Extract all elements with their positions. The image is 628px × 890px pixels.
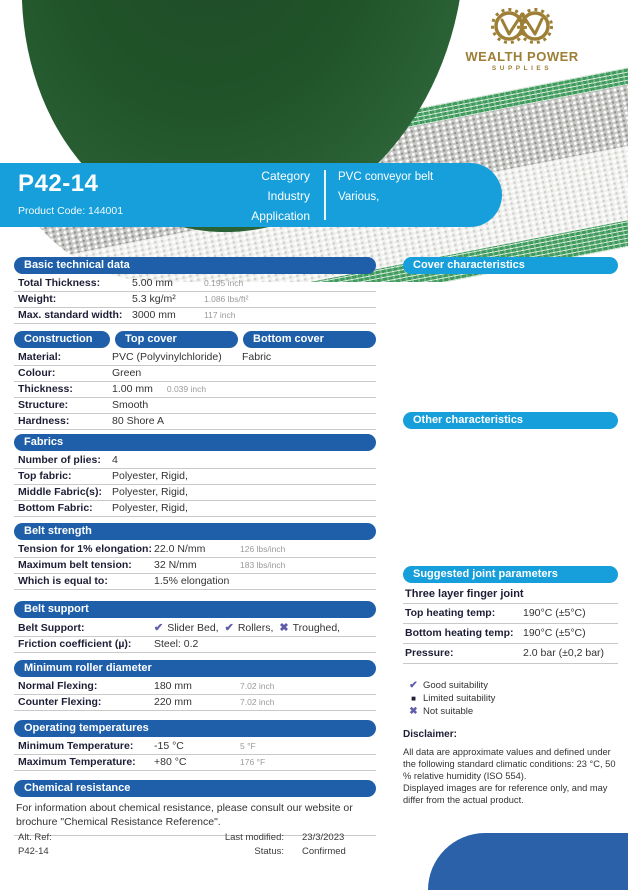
row-value: Polyester, Rigid, [112,470,188,482]
footer-alt-ref [18,831,52,859]
row-value: Polyester, Rigid, [112,486,188,498]
check-icon: ✔ [224,622,234,634]
column-header-bottom-cover: Bottom cover [243,331,376,348]
legend-label: Limited suitability [423,693,496,704]
table-row [14,755,376,771]
table-row [14,292,376,308]
belt-support-options [154,621,372,634]
section-chemical-resistance [14,780,376,836]
last-modified-label: Last modified: [224,832,284,843]
row-value: 5.00 mm [132,277,173,289]
row-top-cover-value: Green [112,367,142,379]
status-label: Status: [254,846,284,857]
support-option [154,621,219,634]
row-value: 190°C (±5°C) [523,607,586,619]
row-label: Top heating temp: [405,607,496,619]
cross-icon: ✖ [409,706,418,717]
row-top-cover-value: Smooth [112,399,149,411]
legend-label: Good suitability [423,680,488,691]
row-label: Maximum Temperature: [18,756,136,768]
row-value: 32 N/mm [154,559,197,571]
brand-subtitle: SUPPLIES [491,65,553,72]
row-label: Material: [18,351,62,363]
row-label: Bottom heating temp: [405,627,514,639]
row-imperial: 0.039 inch [166,384,207,394]
banner-label-category: Category [261,169,310,183]
row-value: 1.5% elongation [154,575,230,587]
table-row [14,679,376,695]
banner-label-application: Application [251,209,310,223]
section-construction [14,331,376,430]
table-row [14,542,376,558]
cross-icon: ✖ [279,622,289,634]
row-label: Friction coefficient (µ): [18,638,132,650]
row-label: Maximum belt tension: [18,559,132,571]
support-option [279,621,340,634]
banner-divider [324,170,326,220]
table-row [14,453,376,469]
product-name: P42-14 [18,170,99,197]
section-belt-strength [14,523,376,590]
construction-headers [14,331,376,348]
disclaimer-text-1: All data are approximate values and defined under the following standard climatic conditions: 23 °C, 50 % relative humidity (ISO 554). [403,747,616,782]
section-operating-temperatures [14,720,376,771]
table-row [403,604,618,624]
row-value: 5.3 kg/m² [132,293,176,305]
table-row [14,485,376,501]
chemical-resistance-text: For information about chemical resistance, please consult our website or brochure "Chemical Resistance Reference". [14,799,376,836]
row-label: Total Thickness: [18,277,101,289]
alt-ref-value: P42-14 [18,846,49,857]
table-row [14,739,376,755]
row-imperial: 126 lbs/inch [240,544,286,554]
section-header-cover-characteristics: Cover characteristics [403,257,618,274]
disclaimer-title: Disclaimer: [403,729,457,740]
row-label: Tension for 1% elongation: [18,543,152,555]
row-top-cover-value: 80 Shore A [112,415,164,427]
row-label: Hardness: [18,415,70,427]
row-label: Which is equal to: [18,575,108,587]
table-row [14,695,376,711]
right-column [403,257,618,806]
section-belt-support [14,601,376,653]
section-minimum-roller-diameter [14,660,376,711]
support-option-label: Troughed, [292,622,341,634]
row-imperial: 7.02 inch [240,697,275,707]
suitability-legend [403,679,618,718]
row-value: Polyester, Rigid, [112,502,188,514]
section-basic-technical-data [14,257,376,324]
section-suggested-joint-parameters [403,566,618,664]
table-row [14,620,376,637]
row-imperial: 5 °F [240,741,256,751]
section-header-other-characteristics: Other characteristics [403,412,618,429]
banner-category-value: PVC conveyor belt [338,171,434,183]
product-code: Product Code: 144001 [18,205,124,217]
row-label: Belt Support: [18,622,85,634]
table-row [403,644,618,664]
table-row [14,276,376,292]
joint-type-subtitle: Three layer finger joint [403,585,618,604]
legend-item [407,692,618,705]
row-label: Max. standard width: [18,309,123,321]
row-value: 180 mm [154,680,192,692]
section-fabrics [14,434,376,517]
row-label: Counter Flexing: [18,696,102,708]
row-top-cover-value: PVC (Polyvinylchloride) [112,351,222,363]
table-row [14,366,376,382]
support-option [225,621,274,634]
cover-characteristics-empty-area [403,274,618,412]
row-label: Pressure: [405,647,454,659]
banner-industry-value: Various, [338,191,380,203]
row-value: 220 mm [154,696,192,708]
row-value: 22.0 N/mm [154,543,206,555]
row-label: Thickness: [18,383,73,395]
row-imperial: 176 °F [240,757,266,767]
section-header: Fabrics [14,434,376,451]
table-row [403,624,618,644]
check-icon: ✔ [154,622,164,634]
row-top-cover-value: 1.00 mm [112,383,153,395]
row-imperial: 7.02 inch [240,681,275,691]
left-column [14,257,376,836]
table-row [14,414,376,430]
table-row [14,382,376,398]
section-header: Basic technical data [14,257,376,274]
table-row [14,469,376,485]
banner-label-industry: Industry [267,189,310,203]
section-header: Operating temperatures [14,720,376,737]
table-row [14,637,376,653]
row-imperial: 0.195 inch [204,278,244,288]
footer-corner-shape [428,833,628,890]
row-bottom-cover-value: Fabric [242,351,272,363]
table-row [14,308,376,324]
row-label: Bottom Fabric: [18,502,93,514]
row-value: 190°C (±5°C) [523,627,586,639]
row-label: Normal Flexing: [18,680,98,692]
row-value: 3000 mm [132,309,176,321]
brand-logo-icon [479,6,565,48]
brand-name: WEALTH POWER [465,49,579,64]
product-banner [0,163,502,227]
footer-status-block [160,831,410,859]
legend-label: Not suitable [423,706,474,717]
table-row [14,398,376,414]
row-value: 2.0 bar (±0,2 bar) [523,647,605,659]
row-label: Top fabric: [18,470,72,482]
section-header: Construction [14,331,110,348]
row-label: Number of plies: [18,454,101,466]
section-header: Suggested joint parameters [403,566,618,583]
status-value: Confirmed [302,846,346,857]
brand-logo [432,6,612,72]
row-label: Middle Fabric(s): [18,486,103,498]
table-row [14,350,376,366]
row-label: Weight: [18,293,57,305]
square-icon: ■ [411,694,416,703]
section-header: Chemical resistance [14,780,376,797]
last-modified-value: 23/3/2023 [302,832,345,843]
alt-ref-label: Alt. Ref: [18,832,52,843]
row-imperial: 1.086 lbs/ft² [204,294,249,304]
row-label: Structure: [18,399,69,411]
table-row [14,501,376,517]
row-label: Colour: [18,367,56,379]
row-label: Minimum Temperature: [18,740,134,752]
table-row [14,574,376,590]
banner-field-labels [218,163,310,227]
row-imperial: 183 lbs/inch [240,560,286,570]
banner-left [0,163,218,227]
row-value: +80 °C [154,756,187,768]
support-option-label: Slider Bed, [167,622,219,634]
row-value: -15 °C [154,740,184,752]
banner-field-values [338,163,502,227]
row-imperial: 117 inch [204,310,236,320]
row-value: 4 [112,454,118,466]
legend-item [407,679,618,692]
other-characteristics-empty-area [403,429,618,566]
section-header: Minimum roller diameter [14,660,376,677]
section-header: Belt strength [14,523,376,540]
column-header-top-cover: Top cover [115,331,238,348]
legend-item [407,705,618,718]
check-icon: ✔ [409,680,418,691]
disclaimer-text-2: Displayed images are for reference only, and may differ from the actual product. [403,783,608,806]
row-value: Steel: 0.2 [154,638,199,650]
support-option-label: Rollers, [237,622,274,634]
table-row [14,558,376,574]
section-header: Belt support [14,601,376,618]
